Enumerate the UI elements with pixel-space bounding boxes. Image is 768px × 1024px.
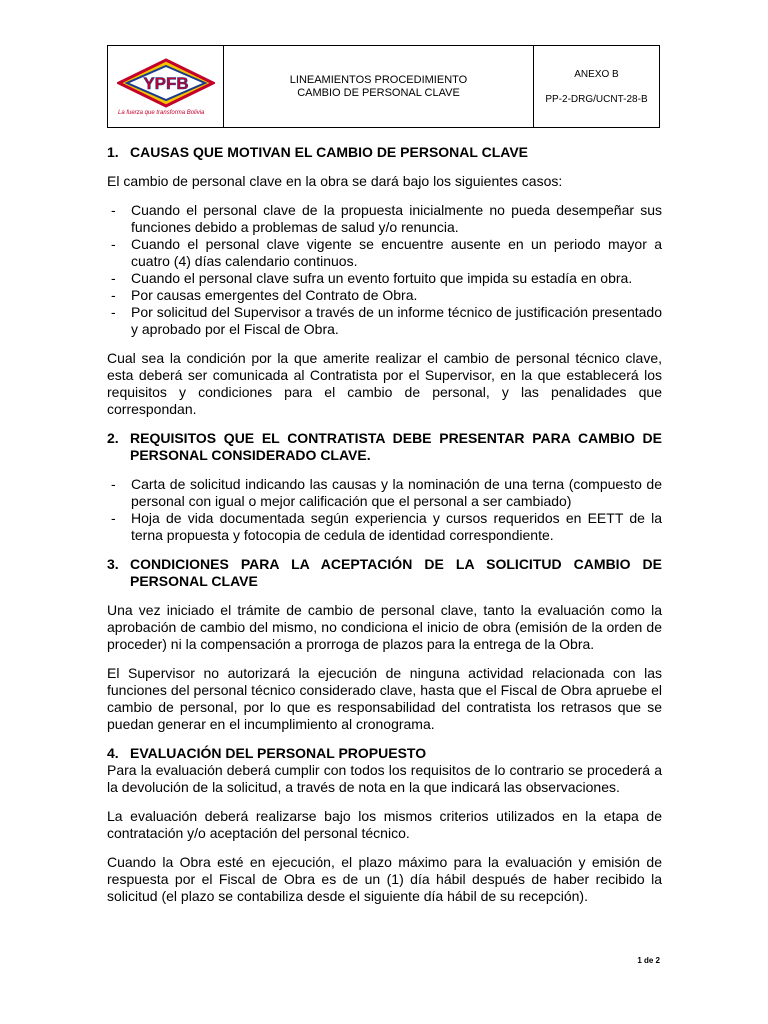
list-item: - Cuando el personal clave de la propuesta inicialmente no pueda desempeñar sus funciones debido a problemas de salud y/o renuncia. bbox=[111, 202, 662, 235]
document-code: PP-2-DRG/UCNT-28-B bbox=[545, 93, 648, 105]
section-title: CONDICIONES PARA LA ACEPTACIÓN DE LA SOLICITUD CAMBIO DE PERSONAL CLAVE bbox=[130, 556, 662, 589]
header-title-line1: LINEAMIENTOS PROCEDIMIENTO bbox=[289, 73, 468, 86]
section-number: 2. bbox=[107, 430, 119, 446]
section3-paragraph-2: El Supervisor no autorizará la ejecución de ninguna actividad relacionada con las funciones del personal técnico considerado clave, hasta que el Fiscal de Obra apruebe el cambio de personal, por lo que es responsabilidad del contratista los retrasos que se puedan generar en el incumplimiento al cronograma. bbox=[107, 665, 662, 732]
section4-paragraph-3: Cuando la Obra esté en ejecución, el plazo máximo para la evaluación y emisión de respuesta por el Fiscal de Obra es de un (1) día hábil después de haber recibido la solicitud (el plazo se contabiliza desde el siguiente día hábil de su recepción). bbox=[107, 854, 662, 904]
section1-heading bbox=[107, 144, 662, 161]
section3-paragraph-1: Una vez iniciado el trámite de cambio de personal clave, tanto la evaluación como la aprobación de cambio del mismo, no condiciona el inicio de obra (emisión de la orden de proceder) ni la compensación a prorroga de plazos para la entrega de la Obra. bbox=[107, 602, 662, 652]
header-code bbox=[534, 46, 659, 127]
document-body bbox=[107, 144, 662, 905]
section2-heading bbox=[107, 430, 662, 464]
section2-list bbox=[107, 476, 662, 544]
list-item: - Por causas emergentes del Contrato de Obra. bbox=[111, 287, 418, 303]
section-number: 4. bbox=[107, 745, 119, 761]
section-number: 1. bbox=[107, 144, 119, 160]
header-title-line2: CAMBIO DE PERSONAL CLAVE bbox=[297, 86, 460, 99]
section4-heading bbox=[107, 745, 662, 762]
annex-label: ANEXO B bbox=[574, 68, 619, 80]
logo-tagline: La fuerza que transforma Bolivia bbox=[118, 110, 205, 116]
page-number: 1 de 2 bbox=[637, 956, 660, 965]
section-title: EVALUACIÓN DEL PERSONAL PROPUESTO bbox=[130, 745, 427, 761]
section1-list bbox=[107, 202, 662, 338]
list-item: - Carta de solicitud indicando las causas y la nominación de una terna (compuesto de personal con igual o mejor calificación que el personal a ser cambiado) bbox=[111, 476, 662, 509]
list-item: - Hoja de vida documentada según experiencia y cursos requeridos en EETT de la terna propuesta y fotocopia de cedula de identidad correspondiente. bbox=[111, 510, 662, 543]
section-title: REQUISITOS QUE EL CONTRATISTA DEBE PRESENTAR PARA CAMBIO DE PERSONAL CONSIDERADO CLAVE. bbox=[130, 430, 662, 463]
ypfb-logo bbox=[117, 58, 215, 108]
section4-paragraph-2: La evaluación deberá realizarse bajo los mismos criterios utilizados en la etapa de contratación y/o aceptación del personal técnico. bbox=[107, 808, 662, 841]
section3-heading bbox=[107, 556, 662, 590]
document-header bbox=[107, 45, 660, 128]
section4-paragraph-1: Para la evaluación deberá cumplir con todos los requisitos de lo contrario se procederá a la devolución de la solicitud, a través de nota en la que indicará las observaciones. bbox=[107, 762, 662, 795]
section1-intro: El cambio de personal clave en la obra se dará bajo los siguientes casos: bbox=[107, 173, 563, 189]
list-item: - Por solicitud del Supervisor a través de un informe técnico de justificación presentado y aprobado por el Fiscal de Obra. bbox=[111, 304, 662, 337]
section1-paragraph: Cual sea la condición por la que amerite realizar el cambio de personal técnico clave, esta deberá ser comunicada al Contratista por el Supervisor, en la que establecerá los requisitos y condiciones para el cambio de personal, y las penalidades que correspondan. bbox=[107, 350, 662, 417]
section-title: CAUSAS QUE MOTIVAN EL CAMBIO DE PERSONAL CLAVE bbox=[130, 144, 528, 160]
list-item: - Cuando el personal clave sufra un evento fortuito que impida su estadía en obra. bbox=[111, 270, 633, 286]
section-number: 3. bbox=[107, 556, 119, 572]
header-title bbox=[224, 46, 534, 127]
list-item: - Cuando el personal clave vigente se encuentre ausente en un periodo mayor a cuatro (4) días calendario continuos. bbox=[111, 236, 662, 269]
svg-text:YPFB: YPFB bbox=[143, 74, 189, 93]
logo-cell bbox=[108, 46, 224, 127]
